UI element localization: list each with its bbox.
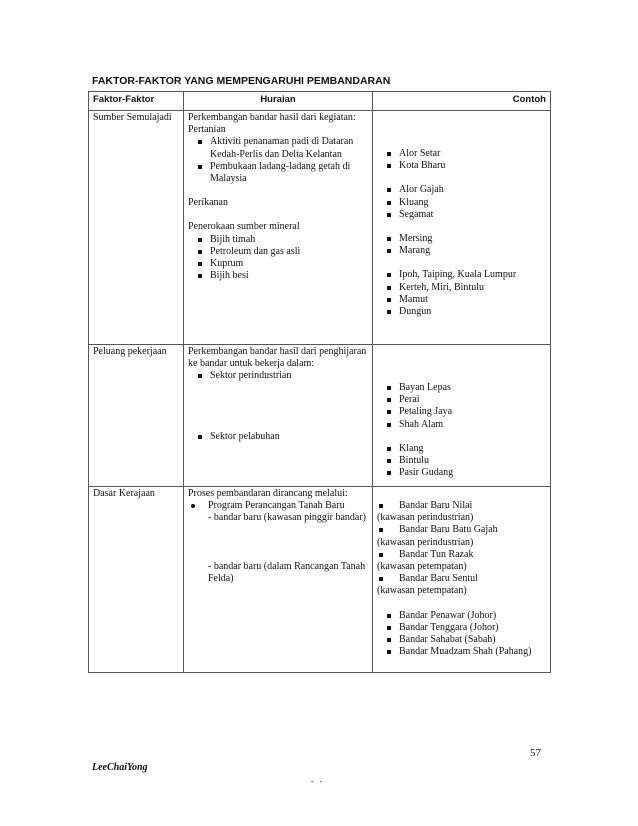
list-item: Bandar Tenggara (Johor) <box>377 622 546 634</box>
note: (kawasan perindustrian) <box>377 536 474 548</box>
huraian-intro: Perkembangan bandar hasil dari penghijaran ke bandar untuk bekerja dalam: <box>188 346 367 370</box>
list-item: Mamut <box>377 294 546 306</box>
list-item: Kuprum <box>188 258 368 270</box>
list-contoh-felda <box>377 610 546 659</box>
list-item: Alor Gajah <box>377 184 546 196</box>
list-item: Ipoh, Taiping, Kuala Lumpur <box>377 269 546 281</box>
page-number: 57 <box>530 747 541 759</box>
list-contoh-ikan <box>377 233 546 257</box>
cell-contoh <box>373 111 551 345</box>
list-item: Dungun <box>377 306 546 318</box>
bottom-mark: - - <box>311 777 325 786</box>
huraian-intro: Perkembangan bandar hasil dari kegiatan: <box>188 112 356 123</box>
header-contoh: Contoh <box>373 92 551 111</box>
list-item: Program Perancangan Tanah Baru <box>188 500 368 512</box>
list-item: Alor Setar <box>377 148 546 160</box>
list-contoh-getah <box>377 184 546 221</box>
table-row <box>89 345 551 487</box>
list-contoh-padi <box>377 148 546 172</box>
cell-huraian <box>184 487 373 673</box>
note: (kawasan petempatan) <box>377 585 467 597</box>
list-item: Shah Alam <box>377 419 546 431</box>
list-item: Bandar Tun Razak <box>377 549 546 561</box>
list-item: Bijih besi <box>188 270 368 282</box>
cell-faktor: Sumber Semulajadi <box>89 111 184 345</box>
list-item: Marang <box>377 245 546 257</box>
huraian-felda: - bandar baru (dalam Rancangan Tanah Felda) <box>208 560 366 584</box>
header-faktor: Faktor-Faktor <box>89 92 184 111</box>
note: (kawasan petempatan) <box>377 561 467 573</box>
cell-huraian <box>184 111 373 345</box>
list-contoh-bandar-baru <box>377 524 546 536</box>
table-row <box>89 111 551 345</box>
cell-faktor: Peluang pekerjaan <box>89 345 184 487</box>
list-pertanian <box>188 136 368 185</box>
list-item: Bandar Baru Batu Gajah <box>377 524 546 536</box>
list-contoh-bandar-baru <box>377 500 546 512</box>
list-item: Sektor pelabuhan <box>188 431 368 443</box>
factors-table <box>88 91 551 673</box>
note: (kawasan perindustrian) <box>377 512 474 524</box>
list-item: Kerteh, Miri, Bintulu <box>377 282 546 294</box>
list-contoh-bandar-baru <box>377 549 546 561</box>
list-contoh-bandar-baru <box>377 573 546 585</box>
list-item: Petroleum dan gas asli <box>188 246 368 258</box>
cell-huraian <box>184 345 373 487</box>
list-item: Klang <box>377 443 546 455</box>
list-contoh-mineral <box>377 269 546 318</box>
list-item: Bandar Baru Nilai <box>377 500 546 512</box>
list-item: Bayan Lepas <box>377 382 546 394</box>
huraian-pinggir: - bandar baru (kawasan pinggir bandar) <box>208 512 366 524</box>
cell-contoh <box>373 487 551 673</box>
huraian-mineral: Penerokaan sumber mineral <box>188 221 300 233</box>
author-name: LeeChaiYong <box>92 762 148 773</box>
list-item: Bandar Muadzam Shah (Pahang) <box>377 646 546 658</box>
list-item: Petaling Jaya <box>377 406 546 418</box>
list-item: Sektor perindustrian <box>188 370 368 382</box>
document-title: FAKTOR-FAKTOR YANG MEMPENGARUHI PEMBANDARAN <box>92 75 391 87</box>
list-mineral <box>188 234 368 283</box>
table-header-row <box>89 92 551 111</box>
cell-faktor: Dasar Kerajaan <box>89 487 184 673</box>
list-item: Aktiviti penanaman padi di Dataran Kedah-Perlis dan Delta Kelantan <box>188 136 368 160</box>
list-item: Kluang <box>377 197 546 209</box>
header-huraian: Huraian <box>184 92 373 111</box>
huraian-intro: Proses pembandaran dirancang melalui: <box>188 488 348 499</box>
huraian-pertanian: Pertanian <box>188 124 226 136</box>
list-item: Bandar Sahabat (Sabah) <box>377 634 546 646</box>
list-item: Perai <box>377 394 546 406</box>
list-contoh-pelabuhan <box>377 443 546 480</box>
list-program <box>188 500 368 512</box>
list-item: Bijih timah <box>188 234 368 246</box>
list-item: Kota Bharu <box>377 160 546 172</box>
list-item: Segamat <box>377 209 546 221</box>
list-item: Pasir Gudang <box>377 467 546 479</box>
list-item: Mersing <box>377 233 546 245</box>
list-item: Bandar Baru Sentul <box>377 573 546 585</box>
cell-contoh <box>373 345 551 487</box>
list-contoh-industri <box>377 382 546 431</box>
list-item: Bintulu <box>377 455 546 467</box>
table-row <box>89 487 551 673</box>
list-item: Pembukaan ladang-ladang getah di Malaysia <box>188 161 368 185</box>
huraian-perikanan: Perikanan <box>188 197 228 209</box>
list-sektor-industri <box>188 370 368 382</box>
list-item: Bandar Penawar (Johor) <box>377 610 546 622</box>
list-sektor-pelabuhan <box>188 431 368 443</box>
